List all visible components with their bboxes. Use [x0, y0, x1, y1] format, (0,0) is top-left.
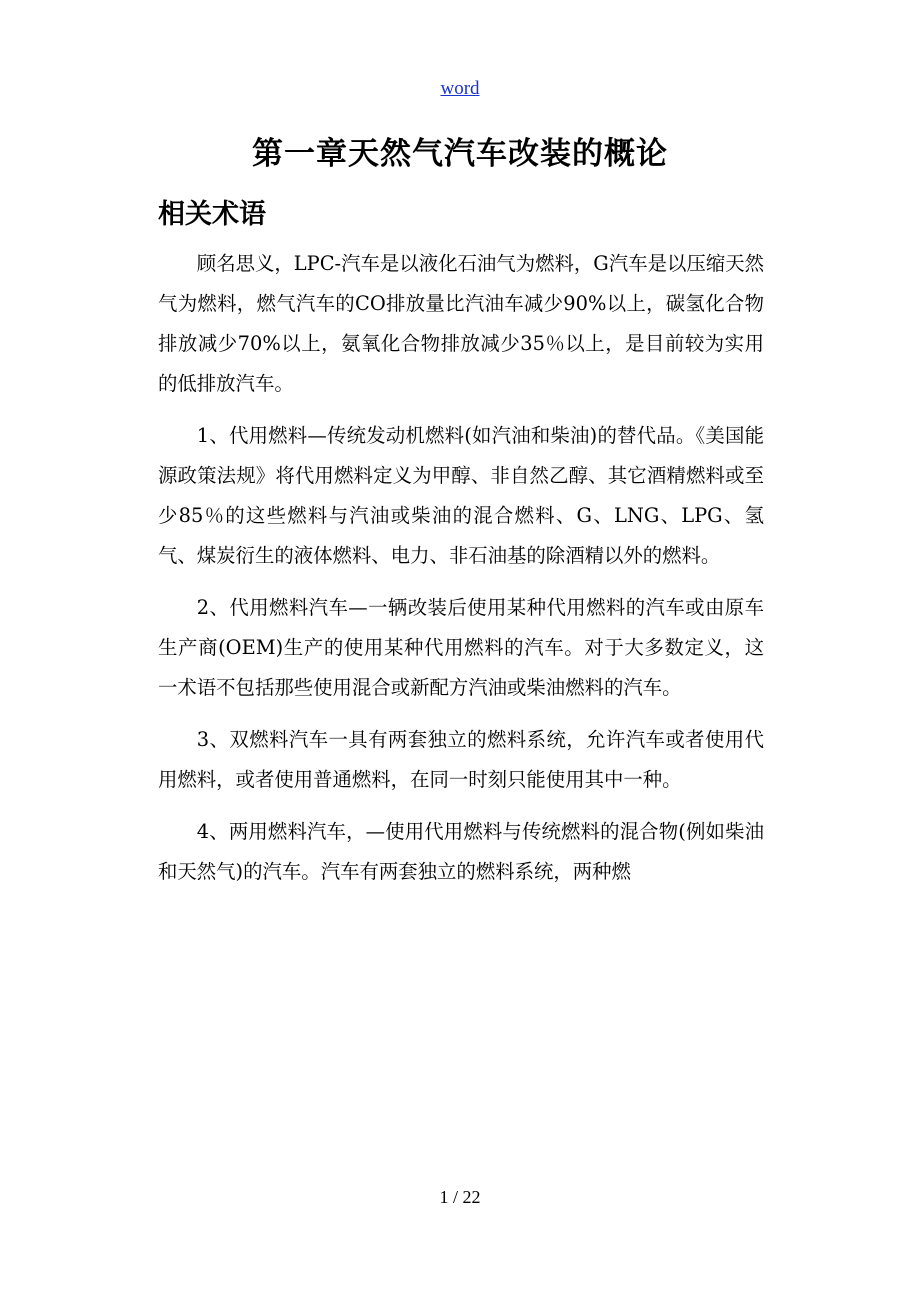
paragraph-term-4: 4、两用燃料汽车，—使用代用燃料与传统燃料的混合物(例如柴油和天然气)的汽车。汽车有两套独立的燃料系统，两种燃	[158, 820, 764, 883]
page-indicator: 1 / 22	[439, 1187, 481, 1207]
paragraph-term-3: 3、双燃料汽车一具有两套独立的燃料系统，允许汽车或者使用代用燃料，或者使用普通燃料，在同一时刻只能使用其中一种。	[158, 728, 764, 791]
paragraph-term-1: 1、代用燃料—传统发动机燃料(如汽油和柴油)的替代品。《美国能源政策法规》将代用燃料定义为甲醇、非自然乙醇、其它酒精燃料或至少85％的这些燃料与汽油或柴油的混合燃料、G、LNG、LPG、氢气、煤炭衍生的液体燃料、电力、非石油基的除酒精以外的燃料。	[158, 424, 764, 567]
paragraph-intro: 顾名思义，LPC-汽车是以液化石油气为燃料，G汽车是以压缩天然气为燃料，燃气汽车的CO排放量比汽油车减少90%以上，碳氢化合物排放减少70%以上，氨氧化合物排放减少35％以上，是目前较为实用的低排放汽车。	[158, 252, 764, 395]
paragraph-term-2: 2、代用燃料汽车—一辆改装后使用某种代用燃料的汽车或由原车生产商(OEM)生产的使用某种代用燃料的汽车。对于大多数定义，这一术语不包括那些使用混合或新配方汽油或柴油燃料的汽车。	[158, 596, 764, 699]
document-body	[158, 244, 764, 904]
header-word-link[interactable]: word	[440, 78, 480, 99]
section-title: 相关术语	[158, 199, 266, 230]
chapter-title: 第一章天然气汽车改装的概论	[252, 136, 668, 172]
